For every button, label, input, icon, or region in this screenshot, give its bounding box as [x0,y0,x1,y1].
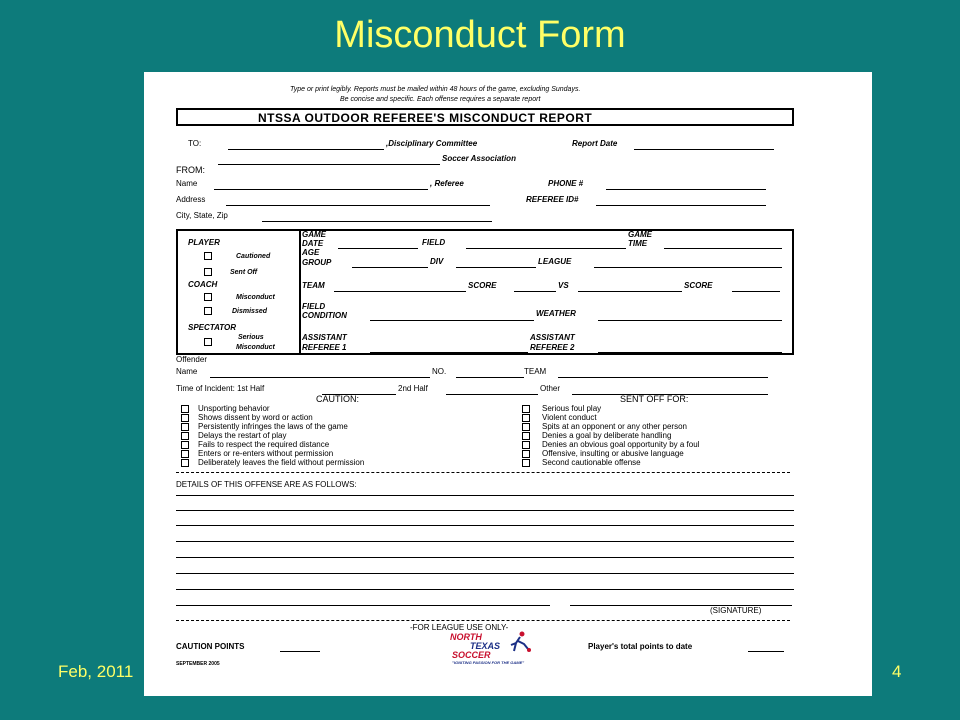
no-line [456,377,524,378]
sent-off-checkbox[interactable] [204,268,212,276]
phone-label: PHONE # [548,179,584,188]
team-line [334,291,466,292]
caution-checkbox-3[interactable] [181,423,189,431]
sent-off-label: Sent Off [230,269,258,276]
details-line-6 [176,573,794,574]
offender-team-label: TEAM [524,367,547,376]
form-title: NTSSA OUTDOOR REFEREE'S MISCONDUCT REPORT [258,111,593,125]
caution-item-5: Fails to respect the required distance [198,440,330,449]
logo-line-1: NORTH [450,632,482,642]
from-label: FROM: [176,165,205,175]
section-divider [176,472,790,473]
referee-id-label: REFEREE ID# [526,195,579,204]
vs-line [578,291,682,292]
caution-checkbox-5[interactable] [181,441,189,449]
report-date-label: Report Date [572,139,618,148]
logo-tagline: "IGNITING PASSION FOR THE GAME" [452,660,525,665]
div-line [456,267,536,268]
offender-name-line [210,377,430,378]
details-line-5 [176,557,794,558]
sent-off-item-4: Denies a goal by deliberate handling [542,431,672,440]
offender-name-label: Name [176,367,198,376]
date-line [338,248,418,249]
second-half-line [446,394,538,395]
time-line [664,248,782,249]
dismissed-label: Dismissed [232,308,268,315]
details-line-8 [176,605,550,606]
referee-suffix: , Referee [430,179,464,188]
sent-off-checkbox-2[interactable] [522,414,530,422]
players-total-line [748,651,784,652]
offender-label: Offender [176,355,207,364]
north-texas-soccer-logo [446,631,532,665]
coach-label: COACH [188,280,218,289]
time-label: TIME [628,239,648,248]
league-use-label: -FOR LEAGUE USE ONLY- [410,623,509,632]
caution-item-6: Enters or re-enters without permission [198,449,334,458]
league-divider [176,620,790,621]
form-instructions-line-2: Be concise and specific. Each offense requires a separate report [340,96,541,103]
misconduct-label: Misconduct [236,294,275,301]
score-label-1: SCORE [468,281,497,290]
caution-checkbox-7[interactable] [181,459,189,467]
caution-item-1: Unsporting behavior [198,404,270,413]
league-line [594,267,782,268]
details-line-3 [176,525,794,526]
name-label: Name [176,179,198,188]
assistant-referee-2-line [598,352,782,353]
slide-title: Misconduct Form [334,14,626,56]
sent-off-checkbox-5[interactable] [522,441,530,449]
field-condition-label-2: CONDITION [302,311,347,320]
league-label: LEAGUE [538,257,572,266]
cautioned-checkbox[interactable] [204,252,212,260]
sent-off-checkbox-3[interactable] [522,423,530,431]
sent-off-checkbox-4[interactable] [522,432,530,440]
address-label: Address [176,195,206,204]
sent-off-item-5: Denies an obvious goal opportunity by a foul [542,440,700,449]
to-label: TO: [188,139,202,148]
referee-2-label: REFEREE 2 [530,343,575,352]
caution-points-label: CAUTION POINTS [176,642,245,651]
second-half-label: 2nd Half [398,384,428,393]
disciplinary-committee-label: ,Disciplinary Committee [386,139,478,148]
weather-line [598,320,782,321]
phone-line [606,189,766,190]
field-label: FIELD [422,238,446,247]
logo-line-3: SOCCER [452,650,491,660]
age-label: AGE [302,248,320,257]
sent-off-item-1: Serious foul play [542,404,602,413]
sent-off-checkbox-1[interactable] [522,405,530,413]
sent-off-item-2: Violent conduct [542,413,597,422]
details-line-4 [176,541,794,542]
serious-label: Serious [238,334,264,341]
serious-misconduct-label: Misconduct [236,344,275,351]
spectator-label: SPECTATOR [188,323,237,332]
sent-off-checkbox-7[interactable] [522,459,530,467]
referee-id-line [596,205,766,206]
caution-item-7: Deliberately leaves the field without permission [198,458,365,467]
details-line-2 [176,510,794,511]
vs-label: VS [558,281,569,290]
caution-checkbox-6[interactable] [181,450,189,458]
revision-label: SEPTEMBER 2005 [176,661,220,667]
weather-label: WEATHER [536,309,576,318]
caution-checkbox-2[interactable] [181,414,189,422]
association-line [218,164,440,165]
game-label-2: GAME [628,230,652,239]
player-label: PLAYER [188,238,220,247]
score-label-2: SCORE [684,281,713,290]
misconduct-form-image [144,72,872,696]
cautioned-label: Cautioned [236,253,271,260]
city-label: City, State, Zip [176,211,228,220]
caution-item-2: Shows dissent by word or action [198,413,313,422]
score-line-2 [732,291,780,292]
soccer-association-label: Soccer Association [442,154,516,163]
report-date-line [634,149,774,150]
logo-line-2: TEXAS [470,641,501,651]
score-line-1 [514,291,556,292]
caution-checkbox-4[interactable] [181,432,189,440]
team-label: TEAM [302,281,325,290]
assistant-label-2: ASSISTANT [530,333,575,342]
serious-misconduct-checkbox[interactable] [204,338,212,346]
details-label: DETAILS OF THIS OFFENSE ARE AS FOLLOWS: [176,480,357,489]
sent-off-item-6: Offensive, insulting or abusive language [542,449,684,458]
dismissed-checkbox[interactable] [204,307,212,315]
referee-1-label: REFEREE 1 [302,343,347,352]
sent-off-item-3: Spits at an opponent or any other person [542,422,687,431]
time-of-incident-label: Time of Incident: 1st Half [176,384,265,393]
group-line [352,267,428,268]
details-line-1 [176,495,794,496]
other-label: Other [540,384,561,393]
game-info-divider [299,229,301,355]
page-number: 4 [892,662,902,681]
caution-item-4: Delays the restart of play [198,431,287,440]
soccer-player-icon [502,631,532,653]
caution-checkbox-1[interactable] [181,405,189,413]
assistant-label-1: ASSISTANT [302,333,347,342]
sent-off-item-7: Second cautionable offense [542,458,641,467]
address-line [226,205,490,206]
signature-label: (SIGNATURE) [710,606,762,615]
offender-team-line [558,377,768,378]
caution-points-line [280,651,320,652]
sent-off-heading: SENT OFF FOR: [620,394,689,404]
assistant-referee-1-line [370,352,528,353]
misconduct-checkbox[interactable] [204,293,212,301]
city-line [262,221,492,222]
footer-date: Feb, 2011 [58,662,134,681]
field-condition-label-1: FIELD [302,302,326,311]
referee-name-line [214,189,428,190]
div-label: DIV [430,257,444,266]
field-condition-line [370,320,534,321]
field-line [466,248,626,249]
caution-item-3: Persistently infringes the laws of the game [198,422,348,431]
sent-off-checkbox-6[interactable] [522,450,530,458]
no-label: NO. [432,367,447,376]
game-label: GAME [302,230,326,239]
caution-heading: CAUTION: [316,394,360,404]
form-instructions-line-1: Type or print legibly. Reports must be mailed within 48 hours of the game, excluding Sundays. [290,86,581,93]
players-total-label: Player's total points to date [588,642,693,651]
date-label: DATE [302,239,324,248]
to-line [228,149,384,150]
details-line-7 [176,589,794,590]
group-label: GROUP [302,258,332,267]
